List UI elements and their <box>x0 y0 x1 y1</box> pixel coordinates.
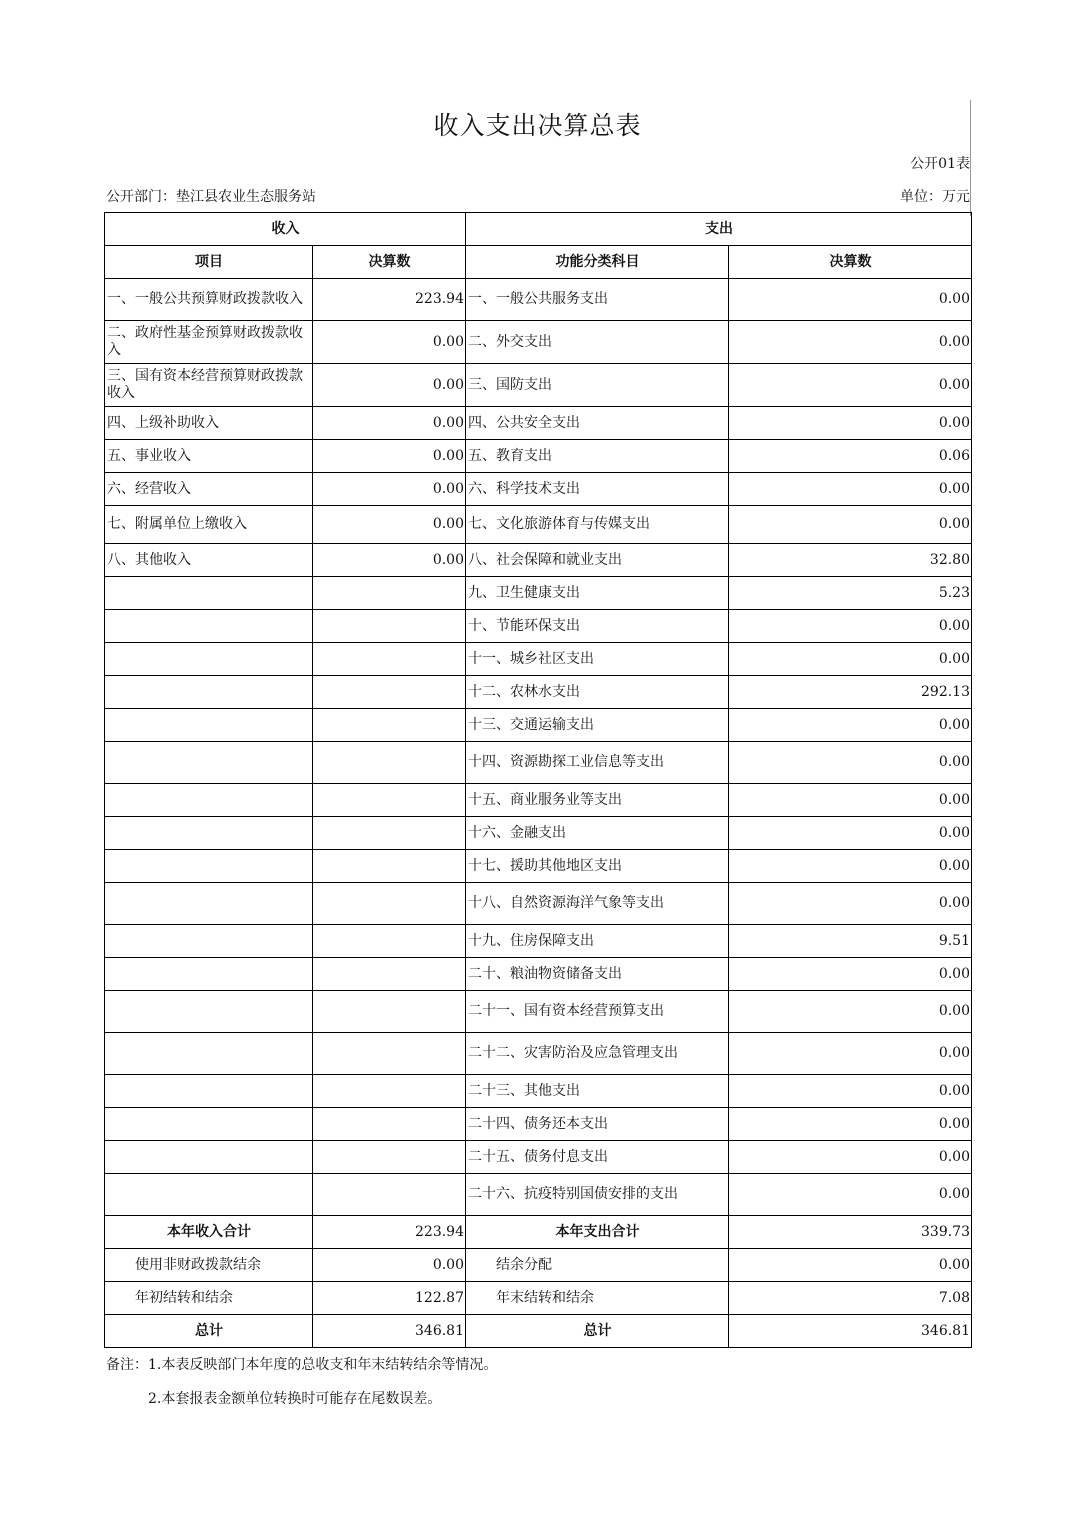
income-item-value <box>313 1108 466 1141</box>
income-item-value <box>313 817 466 850</box>
col-amount2-header: 决算数 <box>729 246 972 279</box>
expense-item-value: 0.00 <box>729 883 972 925</box>
table-row <box>105 407 972 440</box>
expense-item-label: 二十五、债务付息支出 <box>466 1141 729 1174</box>
income-header: 收入 <box>105 213 466 246</box>
income-item-label: 六、经营收入 <box>105 473 313 506</box>
income-item-label <box>105 925 313 958</box>
end-balance-label: 年末结转和结余 <box>466 1282 729 1315</box>
notes <box>106 1356 497 1424</box>
department-label: 公开部门：垫江县农业生态服务站 <box>106 189 316 205</box>
income-item-label <box>105 577 313 610</box>
col-amount-header: 决算数 <box>313 246 466 279</box>
income-item-label <box>105 643 313 676</box>
budget-table <box>104 212 972 1348</box>
table-row <box>105 925 972 958</box>
income-item-value: 0.00 <box>313 544 466 577</box>
income-item-label <box>105 1174 313 1216</box>
income-item-value: 0.00 <box>313 321 466 364</box>
income-item-value: 0.00 <box>313 440 466 473</box>
expense-item-label: 八、社会保障和就业支出 <box>466 544 729 577</box>
income-item-label: 八、其他收入 <box>105 544 313 577</box>
income-item-value <box>313 577 466 610</box>
expense-item-label: 十九、住房保障支出 <box>466 925 729 958</box>
expense-item-label: 七、文化旅游体育与传媒支出 <box>466 506 729 544</box>
table-row <box>105 544 972 577</box>
income-item-label: 四、上级补助收入 <box>105 407 313 440</box>
income-item-label <box>105 1075 313 1108</box>
table-row <box>105 991 972 1033</box>
expense-item-value: 0.00 <box>729 506 972 544</box>
table-row <box>105 1033 972 1075</box>
expense-item-label: 二十六、抗疫特别国债安排的支出 <box>466 1174 729 1216</box>
expense-item-value: 0.00 <box>729 279 972 321</box>
expense-item-label: 十三、交通运输支出 <box>466 709 729 742</box>
form-number: 公开01表 <box>910 156 970 172</box>
expense-item-label: 二十二、灾害防治及应急管理支出 <box>466 1033 729 1075</box>
income-item-value <box>313 784 466 817</box>
expense-item-value: 32.80 <box>729 544 972 577</box>
income-item-value: 0.00 <box>313 473 466 506</box>
table-row <box>105 577 972 610</box>
expense-item-label: 十五、商业服务业等支出 <box>466 784 729 817</box>
unit-label: 单位：万元 <box>900 189 970 205</box>
table-row <box>105 709 972 742</box>
expense-item-label: 四、公共安全支出 <box>466 407 729 440</box>
income-item-label <box>105 742 313 784</box>
income-item-label: 三、国有资本经营预算财政拨款收入 <box>105 364 313 407</box>
expense-item-value: 0.06 <box>729 440 972 473</box>
table-row <box>105 958 972 991</box>
income-item-value <box>313 742 466 784</box>
expense-item-label: 二、外交支出 <box>466 321 729 364</box>
income-item-label: 五、事业收入 <box>105 440 313 473</box>
expense-item-value: 292.13 <box>729 676 972 709</box>
income-item-value: 223.94 <box>313 279 466 321</box>
income-item-value <box>313 991 466 1033</box>
expense-item-label: 三、国防支出 <box>466 364 729 407</box>
income-total-label: 本年收入合计 <box>105 1216 313 1249</box>
expense-item-label: 十六、金融支出 <box>466 817 729 850</box>
grand-income-label: 总计 <box>105 1315 313 1348</box>
note-2: 2.本套报表金额单位转换时可能存在尾数误差。 <box>148 1391 442 1407</box>
table-row <box>105 784 972 817</box>
expense-item-value: 0.00 <box>729 850 972 883</box>
table-row <box>105 643 972 676</box>
income-item-value <box>313 925 466 958</box>
table-row <box>105 473 972 506</box>
expense-item-value: 0.00 <box>729 1075 972 1108</box>
expense-item-value: 0.00 <box>729 364 972 407</box>
income-item-value: 0.00 <box>313 506 466 544</box>
begin-balance-label: 年初结转和结余 <box>105 1282 313 1315</box>
note-1: 备注：1.本表反映部门本年度的总收支和年末结转结余等情况。 <box>106 1357 498 1373</box>
expense-item-value: 0.00 <box>729 1108 972 1141</box>
income-item-value: 0.00 <box>313 364 466 407</box>
expense-total-label: 本年支出合计 <box>466 1216 729 1249</box>
table-row <box>105 1216 972 1249</box>
expense-item-value: 9.51 <box>729 925 972 958</box>
table-row <box>105 883 972 925</box>
expense-item-value: 0.00 <box>729 643 972 676</box>
expense-item-label: 一、一般公共服务支出 <box>466 279 729 321</box>
non-fiscal-label: 使用非财政拨款结余 <box>105 1249 313 1282</box>
expense-item-value: 0.00 <box>729 991 972 1033</box>
expense-item-label: 六、科学技术支出 <box>466 473 729 506</box>
income-item-value <box>313 1174 466 1216</box>
grand-expense-label: 总计 <box>466 1315 729 1348</box>
income-item-label: 一、一般公共预算财政拨款收入 <box>105 279 313 321</box>
income-item-label <box>105 817 313 850</box>
income-item-label <box>105 850 313 883</box>
expense-item-label: 十七、援助其他地区支出 <box>466 850 729 883</box>
expense-item-value: 0.00 <box>729 784 972 817</box>
expense-item-label: 十、节能环保支出 <box>466 610 729 643</box>
grand-expense-value: 346.81 <box>729 1315 972 1348</box>
table-row <box>105 1282 972 1315</box>
income-item-value <box>313 1033 466 1075</box>
income-item-label <box>105 883 313 925</box>
surplus-dist-value: 0.00 <box>729 1249 972 1282</box>
income-item-value <box>313 850 466 883</box>
col-func-header: 功能分类科目 <box>466 246 729 279</box>
expense-item-label: 九、卫生健康支出 <box>466 577 729 610</box>
table-row <box>105 364 972 407</box>
expense-item-label: 二十四、债务还本支出 <box>466 1108 729 1141</box>
income-total-value: 223.94 <box>313 1216 466 1249</box>
income-item-value: 0.00 <box>313 407 466 440</box>
table-row <box>105 742 972 784</box>
expense-total-value: 339.73 <box>729 1216 972 1249</box>
expense-item-value: 5.23 <box>729 577 972 610</box>
col-item-header: 项目 <box>105 246 313 279</box>
expense-item-value: 0.00 <box>729 1033 972 1075</box>
income-item-label <box>105 1141 313 1174</box>
income-item-label <box>105 1033 313 1075</box>
expense-item-label: 二十一、国有资本经营预算支出 <box>466 991 729 1033</box>
page-title: 收入支出决算总表 <box>433 111 642 140</box>
expense-item-value: 0.00 <box>729 742 972 784</box>
table-row <box>105 1108 972 1141</box>
expense-item-value: 0.00 <box>729 1141 972 1174</box>
surplus-dist-label: 结余分配 <box>466 1249 729 1282</box>
begin-balance-value: 122.87 <box>313 1282 466 1315</box>
expense-item-label: 十一、城乡社区支出 <box>466 643 729 676</box>
income-item-label <box>105 991 313 1033</box>
grand-income-value: 346.81 <box>313 1315 466 1348</box>
expense-item-value: 0.00 <box>729 473 972 506</box>
income-item-label <box>105 709 313 742</box>
expense-item-value: 0.00 <box>729 610 972 643</box>
income-item-label <box>105 676 313 709</box>
expense-item-label: 二十、粮油物资储备支出 <box>466 958 729 991</box>
table-row <box>105 1141 972 1174</box>
expense-item-value: 0.00 <box>729 407 972 440</box>
income-item-label: 二、政府性基金预算财政拨款收入 <box>105 321 313 364</box>
expense-item-label: 十二、农林水支出 <box>466 676 729 709</box>
non-fiscal-value: 0.00 <box>313 1249 466 1282</box>
income-item-value <box>313 709 466 742</box>
expense-header: 支出 <box>466 213 972 246</box>
expense-item-value: 0.00 <box>729 321 972 364</box>
table-row <box>105 279 972 321</box>
table-row <box>105 850 972 883</box>
table-row <box>105 1249 972 1282</box>
table-row <box>105 506 972 544</box>
expense-item-value: 0.00 <box>729 709 972 742</box>
expense-item-label: 二十三、其他支出 <box>466 1075 729 1108</box>
end-balance-value: 7.08 <box>729 1282 972 1315</box>
expense-item-label: 十八、自然资源海洋气象等支出 <box>466 883 729 925</box>
income-item-label <box>105 610 313 643</box>
table-row <box>105 1075 972 1108</box>
income-item-label: 七、附属单位上缴收入 <box>105 506 313 544</box>
table-row <box>105 1315 972 1348</box>
expense-item-value: 0.00 <box>729 1174 972 1216</box>
table-row <box>105 1174 972 1216</box>
income-item-value <box>313 883 466 925</box>
table-row <box>105 610 972 643</box>
table-row <box>105 321 972 364</box>
income-item-value <box>313 1075 466 1108</box>
income-item-value <box>313 676 466 709</box>
income-item-label <box>105 1108 313 1141</box>
income-item-label <box>105 784 313 817</box>
income-item-value <box>313 1141 466 1174</box>
income-item-label <box>105 958 313 991</box>
expense-item-value: 0.00 <box>729 817 972 850</box>
expense-item-label: 五、教育支出 <box>466 440 729 473</box>
table-row <box>105 676 972 709</box>
income-item-value <box>313 958 466 991</box>
income-item-value <box>313 643 466 676</box>
income-item-value <box>313 610 466 643</box>
table-row <box>105 440 972 473</box>
expense-item-label: 十四、资源勘探工业信息等支出 <box>466 742 729 784</box>
table-row <box>105 817 972 850</box>
expense-item-value: 0.00 <box>729 958 972 991</box>
